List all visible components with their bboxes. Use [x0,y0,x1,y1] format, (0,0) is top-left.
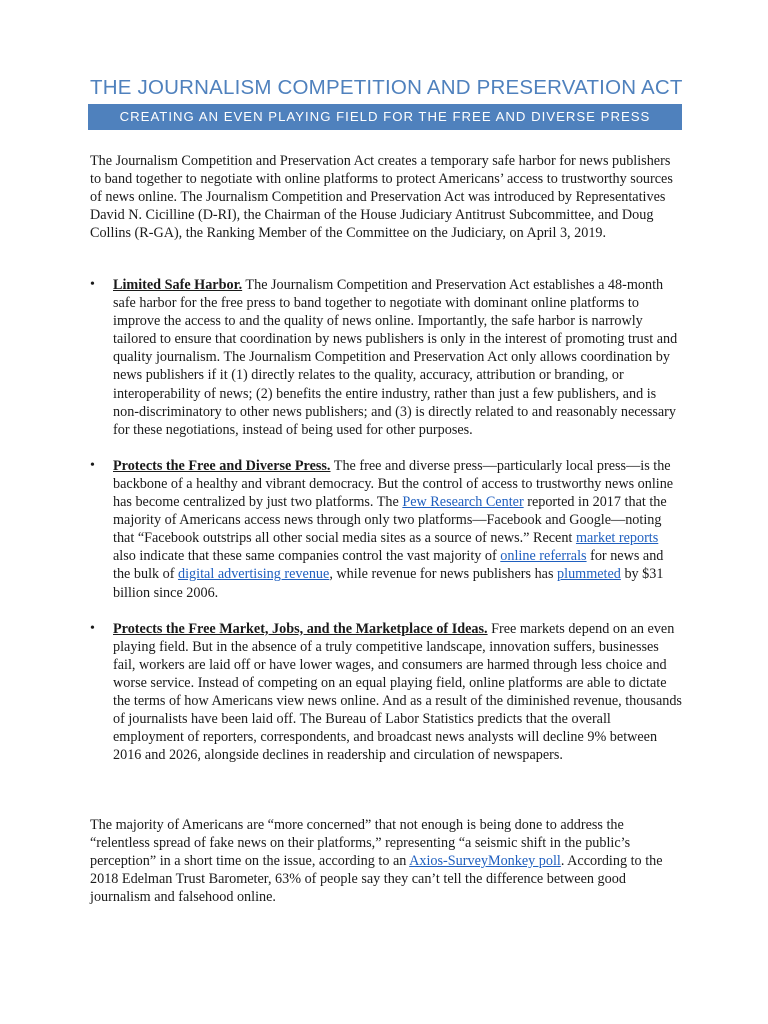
bullet-heading-free-press: Protects the Free and Diverse Press. [113,457,331,474]
online-referrals-link[interactable]: online referrals [500,548,587,565]
bullet-text: for news and the bulk of [113,548,664,583]
bullet-list [90,276,684,782]
bullet-heading-safe-harbor: Limited Safe Harbor. [113,277,243,293]
intro-paragraph: The Journalism Competition and Preservation Act creates a temporary safe harbor for news publishers to band together to negotiate with online platforms to protect Americans’ access to trustworthy sources of news online. The Journalism Competition and Preservation Act was introduced by Representatives David N. Cicilline (D-RI), the Chairman of the House Judiciary Antitrust Subcommittee, and Doug Collins (R-GA), the Ranking Member of the Committee on the Judiciary, on April 3, 2019. [90,153,673,242]
bullet-icon: • [90,457,95,473]
bullet-icon: • [90,620,95,636]
axios-poll-link[interactable]: Axios-SurveyMonkey poll [409,853,561,870]
subtitle-banner: CREATING AN EVEN PLAYING FIELD FOR THE FREE AND DIVERSE PRESS [88,104,682,130]
bullet-text: , while revenue for news publishers has [329,566,558,583]
bullet-item-free-market [90,620,684,765]
bullet-text: also indicate that these same companies control the vast majority of [113,548,501,565]
closing-text: The majority of Americans are “more concerned” that not enough is being done to address the “relentless spread of fake news on their platforms,” representing “a seismic shift in the public’s perception” in a short time on the issue, according to an [90,817,631,870]
bullet-text: The free and diverse press—particularly local press—is the backbone of a healthy and vibrant democracy. But the control of access to trustworthy news online has become centralized by just two platforms. The [113,457,674,511]
closing-paragraph [90,816,680,906]
closing-text: . According to the 2018 Edelman Trust Barometer, 63% of people say they can’t tell the difference between good journalism and falsehood online. [90,853,663,906]
market-reports-link[interactable]: market reports [575,530,659,547]
bullet-icon: • [90,277,95,292]
bullet-heading-free-market: Protects the Free Market, Jobs, and the Marketplace of Ideas. [113,620,488,637]
bullet-item-safe-harbor [90,276,684,439]
document-title: THE JOURNALISM COMPETITION AND PRESERVATION ACT [90,76,683,99]
bullet-text: reported in 2017 that the majority of Americans access news through only two platforms—Facebook and Google—noting that “Facebook outstrips all other social media sites as a source of news.” Recent [113,494,667,547]
pew-research-link[interactable]: Pew Research Center [402,494,524,511]
bullet-text-free-market: Free markets depend on an even playing field. But in the absence of a truly competitive landscape, innovation suffers, businesses fail, workers are laid off or have lower wages, and consumers are harmed through less choice and worse service. Instead of competing on an equal playing field, online platforms are able to dictate the terms of how Americans view news online. And as a result of the diminished revenue, thousands of journalists have been laid off. The Bureau of Labor Statistics predicts that the overall employment of reporters, correspondents, and broadcast news analysts will decline 9% between 2016 and 2026, alongside declines in readership and circulation of newspapers. [113,620,682,764]
plummeted-link[interactable]: plummeted [557,566,621,583]
digital-advertising-revenue-link[interactable]: digital advertising revenue [178,566,330,583]
bullet-text-safe-harbor: The Journalism Competition and Preservation Act establishes a 48-month safe harbor for the free press to band together to negotiate with dominant online platforms to improve the access to and the quality of news online. Importantly, the safe harbor is narrowly tailored to ensure that coordination by news publishers is only in the interest of promoting trust and quality journalism. The Journalism Competition and Preservation Act only allows coordination by news publishers if it (1) directly relates to the quality, accuracy, attribution or branding, or interoperability of news; (2) benefits the entire industry, rather than just a few publishers, and is non-discriminatory to other news publishers; and (3) is directly related to and reasonably necessary for these negotiations, instead of being used for other purposes. [113,277,678,438]
bullet-item-free-press [90,457,684,602]
bullet-text: by $31 billion since 2006. [113,566,664,601]
